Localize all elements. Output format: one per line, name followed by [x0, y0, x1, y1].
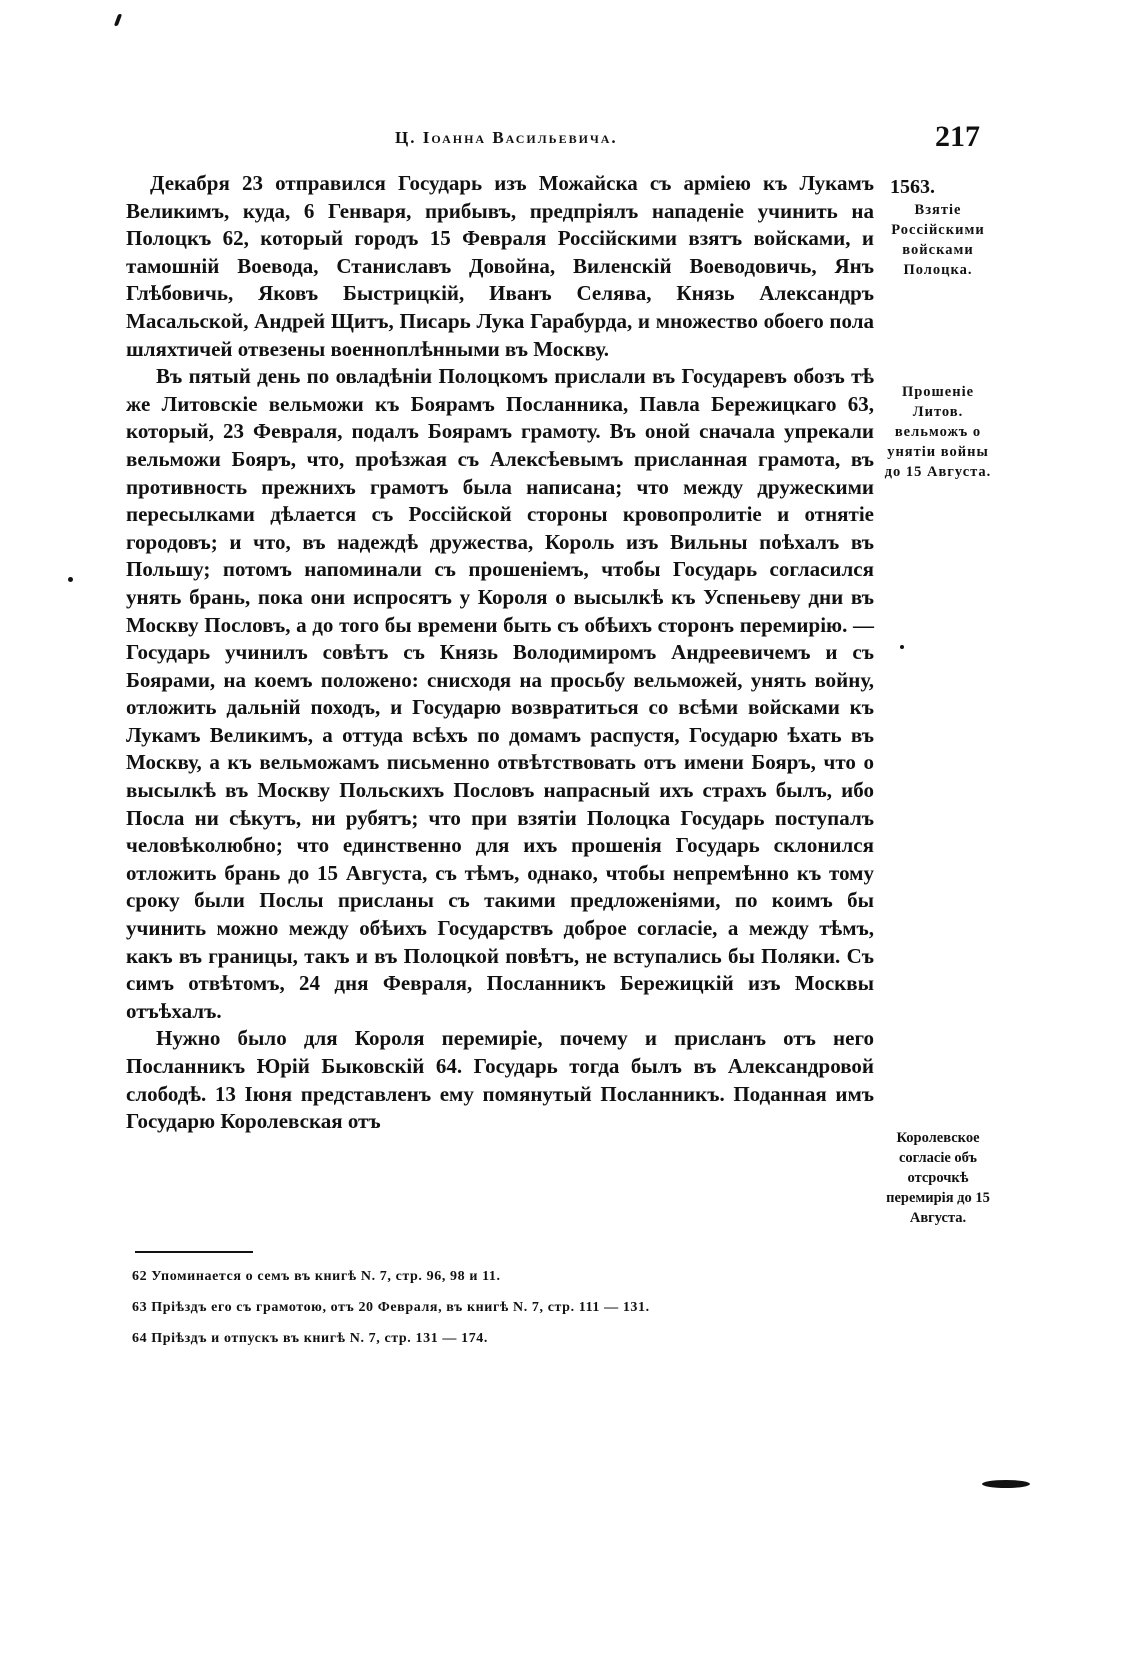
paragraph: Нужно было для Короля перемиріе, почему и присланъ отъ него Посланникъ Юрій Быковскій 64. Государь тогда былъ въ Александровой слободѣ. 13 Іюня представленъ ему помянутый Посланникъ. Поданная имъ Государю Королевская отъ: [126, 1026, 874, 1134]
margin-year: 1563.: [890, 176, 935, 198]
ink-smudge: [982, 1480, 1030, 1488]
footnote: 64 Пріѣздъ и отпускъ въ книгѣ N. 7, стр. 131 — 174.: [132, 1331, 489, 1346]
main-text: [126, 170, 874, 1136]
ink-mark: [114, 14, 122, 26]
ink-dot: [68, 577, 73, 582]
ink-dot: [900, 645, 904, 649]
footnote: 62 Упоминается о семъ въ книгѣ N. 7, стр. 96, 98 и 11.: [132, 1269, 501, 1284]
margin-note: Королевское согласіе объ отсрочкѣ перемирія до 15 Августа.: [886, 1130, 990, 1226]
running-title: Ц. Іоанна Васильевича.: [395, 128, 618, 147]
paragraph: Въ пятый день по овладѣніи Полоцкомъ прислали въ Государевъ обозъ тѣ же Литовскіе вельможи къ Боярамъ Посланника, Павла Бережицкаго 63, который, 23 Февраля, подалъ Боярамъ грамоту. Въ оной сначала упрекали вельможи Бояръ, что, проѣзжая съ Алексѣевымъ присланная грамота, въ противность прежнихъ грамотъ была написана; что между дружескими пересылками дѣлается съ Россійской стороны кровопролитіе и отнятіе городовъ; и что, въ надеждѣ дружества, Король изъ Вильны поѣхалъ въ Польшу; потомъ напоминали съ прошеніемъ, чтобы Государь согласился унять брань, пока они испросятъ у Короля о высылкѣ къ Успеньеву дни въ Москву Пословъ, а до того бы времени быть съ обѣихъ сторонъ перемирію. — Государь учинилъ совѣтъ съ Князь Володимиромъ Андреевичемъ и съ Боярами, на коемъ положено: снисходя на просьбу вельможей, унять войну, отложить дальній походъ, и Государю возвратиться со всѣми войсками къ Лукамъ Великимъ, а оттуда всѣхъ по домамъ распустя, Государю ѣхать въ Москву, а къ вельможамъ письменно отвѣтствовать отъ имени Бояръ, что о высылкѣ въ Москву Польскихъ Пословъ напрасный ихъ страхъ былъ, ибо Посла ни сѣкутъ, ни рубятъ; что при взятіи Полоцка Государь поступалъ человѣколюбно; что единственно для ихъ прошенія Государь склонился отложить брань до 15 Августа, съ тѣмъ, однако, чтобы непремѣнно къ тому сроку были Послы присланы съ такими предложеніями, по коимъ бы учинить можно между обѣихъ Государствъ доброе согласіе, а между тѣмъ, какъ въ границы, такъ и въ Полоцкой повѣтъ, не вступались бы Поляки. Съ симъ отвѣтомъ, 24 дня Февраля, Посланникъ Бережицкій изъ Москвы отъѣхалъ.: [126, 364, 874, 1023]
margin-note: Прошеніе Литов. вельможъ о унятіи войны до 15 Августа.: [884, 384, 992, 480]
footnotes: [132, 1265, 872, 1358]
page-header: [130, 120, 980, 160]
margin-note: Взятіе Россійскими войсками Полоцка.: [891, 202, 985, 278]
paragraph: Декабря 23 отправился Государь изъ Можайска съ арміею къ Лукамъ Великимъ, куда, 6 Генваря, прибывъ, предпріялъ нападеніе учинить на Полоцкъ 62, который городъ 15 Февраля Россійскими взятъ войсками, и тамошній Воевода, Станиславъ Довойна, Виленскій Воеводовичь, Янъ Глѣбовичь, Яковъ Быстрицкій, Иванъ Селява, Князь Александръ Масальской, Андрей Щитъ, Писарь Лука Гарабурда, и множество обоего пола шляхтичей отвезены военноплѣнными въ Москву.: [126, 171, 874, 361]
footnote: 63 Пріѣздъ его съ грамотою, отъ 20 Февраля, въ книгѣ N. 7, стр. 111 — 131.: [132, 1300, 650, 1315]
footnote-rule: [135, 1251, 253, 1253]
page-number: 217: [935, 120, 980, 153]
